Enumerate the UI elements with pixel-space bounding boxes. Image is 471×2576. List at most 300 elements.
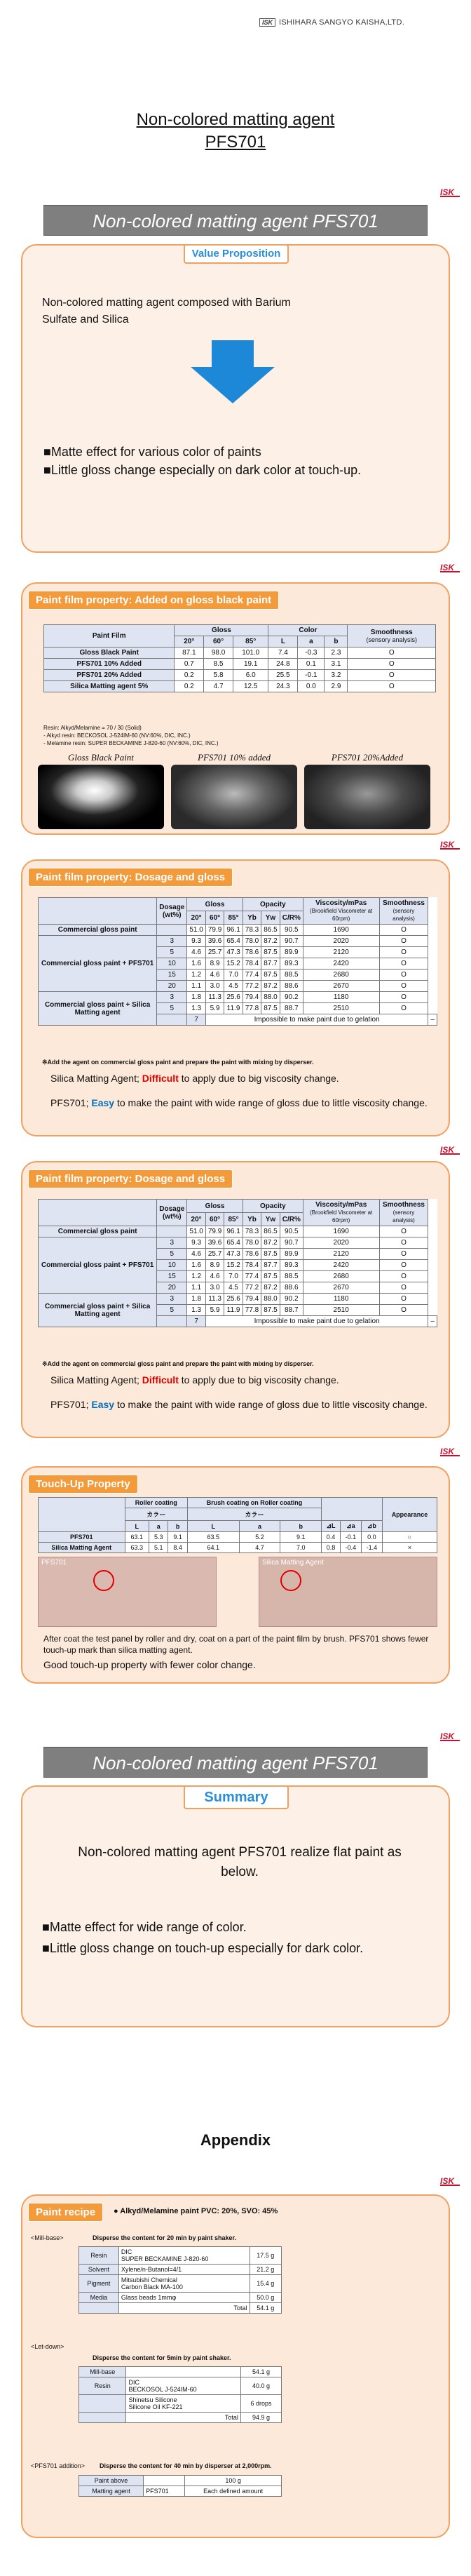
table-cell: 79.4 bbox=[243, 1294, 261, 1305]
summary-panel bbox=[21, 1785, 450, 2027]
col-cr: C/R% bbox=[280, 911, 303, 925]
col-L2: L bbox=[187, 1521, 239, 1532]
vp-bullet-2: ■Little gloss change especially on dark color at touch-up. bbox=[43, 463, 362, 477]
table-cell: 19.1 bbox=[233, 659, 268, 670]
table-cell: 65.4 bbox=[224, 936, 243, 947]
dosage-title-2: Paint film property: Dosage and gloss bbox=[28, 1169, 233, 1188]
table-cell: 2510 bbox=[303, 1305, 379, 1316]
table-cell: Mitsubishi Chemical Carbon Black MA-100 bbox=[118, 2275, 250, 2293]
col-da: ⊿a bbox=[340, 1521, 361, 1532]
add-note: Disperse the content for 40 min by disperser at 2,000rpm. bbox=[100, 2462, 272, 2469]
table-row bbox=[79, 2377, 282, 2395]
col-a: a bbox=[298, 636, 325, 648]
table-cell: 79.9 bbox=[205, 925, 224, 936]
table-row bbox=[39, 925, 437, 936]
col-gloss: Gloss bbox=[187, 1200, 243, 1213]
table-cell bbox=[157, 925, 187, 936]
table-cell: 7 bbox=[187, 1316, 205, 1327]
col-g20: 20° bbox=[187, 911, 205, 925]
table-cell: 78.0 bbox=[243, 936, 261, 947]
table-cell: 5 bbox=[157, 1249, 187, 1260]
summary-title: Summary bbox=[184, 1785, 289, 1809]
table-row bbox=[79, 2367, 282, 2377]
table-cell: 5.1 bbox=[149, 1543, 168, 1553]
col-cr: C/R% bbox=[280, 1213, 303, 1226]
table-cell: 1.2 bbox=[187, 970, 205, 981]
table-cell: 87.5 bbox=[261, 1305, 280, 1316]
table-row bbox=[79, 2486, 282, 2497]
row-label bbox=[79, 2303, 119, 2314]
table-cell: 5.2 bbox=[239, 1532, 280, 1543]
table-cell: 25.7 bbox=[205, 947, 224, 958]
table-cell: 9.3 bbox=[187, 1237, 205, 1249]
isk-mark: ISK bbox=[440, 838, 460, 850]
col-85: 85° bbox=[233, 636, 268, 648]
touchup-desc-2: Good touch-up property with fewer color change. bbox=[43, 1659, 256, 1670]
table-cell: 51.0 bbox=[187, 1226, 205, 1237]
table-cell: 78.4 bbox=[243, 1260, 261, 1271]
table-cell: 2420 bbox=[303, 1260, 379, 1271]
table-cell: 0.7 bbox=[175, 659, 204, 670]
table-cell: 3.1 bbox=[325, 659, 348, 670]
table-row bbox=[39, 1226, 437, 1237]
table-cell: 77.2 bbox=[243, 1282, 261, 1294]
table-cell: 3 bbox=[157, 1294, 187, 1305]
table-cell: O bbox=[379, 947, 428, 958]
col-yb: Yb bbox=[243, 1213, 261, 1226]
table-cell: 5.9 bbox=[205, 1305, 224, 1316]
col-dosage bbox=[157, 1200, 187, 1226]
col-b2: b bbox=[280, 1521, 322, 1532]
smooth-label: Smoothness bbox=[382, 899, 425, 907]
row-group-label: Commercial gloss paint bbox=[39, 925, 157, 936]
smooth-sub: (sensory analysis) bbox=[392, 908, 415, 922]
table-cell: 87.5 bbox=[261, 1003, 280, 1014]
photo-caption-1: Gloss Black Paint bbox=[68, 752, 134, 763]
table-cell: 7 bbox=[187, 1014, 205, 1026]
visc-sub: (Brookfield Viscometer at 60rpm) bbox=[310, 908, 373, 922]
table-cell: 79.9 bbox=[205, 1226, 224, 1237]
table-cell: 4.7 bbox=[204, 681, 233, 692]
bullet-icon: ■ bbox=[43, 445, 51, 459]
table-cell: 90.5 bbox=[280, 1226, 303, 1237]
table-row bbox=[79, 2275, 282, 2293]
table-cell: O bbox=[379, 1271, 428, 1282]
table-cell: 90.2 bbox=[280, 1294, 303, 1305]
table-cell: 4.6 bbox=[187, 1249, 205, 1260]
table-cell: 2680 bbox=[303, 970, 379, 981]
row-group-label: Commercial gloss paint + PFS701 bbox=[39, 1237, 157, 1294]
table-cell: 3 bbox=[157, 992, 187, 1003]
table-cell: 8.9 bbox=[205, 958, 224, 970]
col-smoothness: Smoothness (sensory analysis) bbox=[348, 625, 436, 648]
table-cell: 3.0 bbox=[205, 981, 224, 992]
table-cell: 2020 bbox=[303, 1237, 379, 1249]
table-cell: 24.3 bbox=[268, 681, 298, 692]
dosage-unit: (wt%) bbox=[162, 911, 182, 919]
table-cell: 47.3 bbox=[224, 1249, 243, 1260]
row-group-label: Commercial gloss paint + Silica Matting agent bbox=[39, 1294, 157, 1327]
col-paint-film: Paint Film bbox=[44, 625, 175, 648]
table-cell: 1180 bbox=[303, 1294, 379, 1305]
col-20: 20° bbox=[175, 636, 204, 648]
table-cell: 7.0 bbox=[280, 1543, 322, 1553]
table-row bbox=[44, 659, 436, 670]
visc-label: Viscosity/mPas bbox=[315, 1201, 367, 1209]
table-cell: Total bbox=[118, 2303, 250, 2314]
mill-label: <Mill-base> bbox=[31, 2234, 64, 2241]
company-header bbox=[259, 18, 463, 31]
table-cell bbox=[126, 2367, 240, 2377]
photo-caption-2: PFS701 10% added bbox=[198, 752, 271, 763]
table-row bbox=[44, 681, 436, 692]
dosage-foot-2: ※Add the agent on commercial gloss paint and prepare the paint with mixing by disperser. bbox=[42, 1360, 314, 1367]
table-cell: 8.4 bbox=[168, 1543, 187, 1553]
row-label: Silica Matting agent 5% bbox=[44, 681, 175, 692]
add-label: <PFS701 addition> bbox=[31, 2462, 86, 2469]
col-g20: 20° bbox=[187, 1213, 205, 1226]
col-yw: Yw bbox=[261, 911, 280, 925]
table-cell: 7.0 bbox=[224, 1271, 243, 1282]
table-cell: 0.0 bbox=[361, 1532, 382, 1543]
summary-bar: Non-colored matting agent PFS701 bbox=[43, 1747, 428, 1778]
col-dL: ⊿L bbox=[322, 1521, 341, 1532]
col-dosage bbox=[157, 898, 187, 925]
table-cell: 78.6 bbox=[243, 947, 261, 958]
col-b: b bbox=[325, 636, 348, 648]
col-a2: a bbox=[239, 1521, 280, 1532]
bullet-icon: ■ bbox=[42, 1941, 50, 1955]
table-cell: 3.0 bbox=[205, 1282, 224, 1294]
table-cell bbox=[157, 1226, 187, 1237]
table-cell: 2120 bbox=[303, 1249, 379, 1260]
table-cell: 63.3 bbox=[125, 1543, 149, 1553]
table-cell: Xylene/n-Butanol=4/1 bbox=[118, 2265, 250, 2275]
table-cell: 5 bbox=[157, 1305, 187, 1316]
table-cell: 12.5 bbox=[233, 681, 268, 692]
col-g85: 85° bbox=[224, 911, 243, 925]
col-blank bbox=[39, 1200, 157, 1226]
table-cell: O bbox=[379, 925, 428, 936]
table-cell: 77.8 bbox=[243, 1305, 261, 1316]
table-cell: O bbox=[379, 1237, 428, 1249]
table-row bbox=[79, 2413, 282, 2423]
recipe-subtitle: ● Alkyd/Melamine paint PVC: 20%, SVO: 45% bbox=[114, 2207, 278, 2215]
col-viscosity bbox=[303, 898, 379, 925]
pfs-note-1: PFS701; Easy to make the paint with wide range of gloss due to little viscosity change. bbox=[50, 1097, 428, 1108]
col-60: 60° bbox=[204, 636, 233, 648]
dosage-table-2 bbox=[38, 1199, 437, 1327]
row-label: PFS701 bbox=[39, 1532, 125, 1543]
table-cell: -0.4 bbox=[340, 1543, 361, 1553]
table-cell: 88.7 bbox=[280, 1003, 303, 1014]
table-cell: 0.2 bbox=[175, 670, 204, 681]
table-cell: DIC BECKOSOL J-524IM-60 bbox=[126, 2377, 240, 2395]
row-label bbox=[79, 2395, 126, 2413]
table-cell: 11.9 bbox=[224, 1003, 243, 1014]
appendix-title: Appendix bbox=[200, 2131, 271, 2149]
table-cell: 64.1 bbox=[187, 1543, 239, 1553]
table-cell: 11.9 bbox=[224, 1305, 243, 1316]
table-cell: 78.3 bbox=[243, 925, 261, 936]
col-color-jp: カラー bbox=[125, 1508, 187, 1521]
page-title-line1: Non-colored matting agent bbox=[136, 110, 335, 129]
table-cell: 9.1 bbox=[280, 1532, 322, 1543]
row-label: Solvent bbox=[79, 2265, 119, 2275]
col-viscosity bbox=[303, 1200, 379, 1226]
table-cell: 11.3 bbox=[205, 992, 224, 1003]
table-row bbox=[79, 2293, 282, 2303]
table-row bbox=[39, 1532, 437, 1543]
col-smoothness bbox=[379, 898, 428, 925]
table-cell: O bbox=[379, 936, 428, 947]
table-cell: 0.1 bbox=[298, 659, 325, 670]
col-yw: Yw bbox=[261, 1213, 280, 1226]
vp-title: Value Proposition bbox=[184, 244, 289, 264]
dosage-label: Dosage bbox=[159, 903, 185, 911]
table-cell: 87.7 bbox=[261, 958, 280, 970]
table-cell: 25.7 bbox=[205, 1249, 224, 1260]
table-cell: 24.8 bbox=[268, 659, 298, 670]
row-label: Resin bbox=[79, 2377, 126, 2395]
table-cell: 10 bbox=[157, 958, 187, 970]
let-label: <Let-down> bbox=[31, 2343, 64, 2350]
table-cell: 88.6 bbox=[280, 981, 303, 992]
col-color-jp-2: カラー bbox=[187, 1508, 321, 1521]
col-brush: Brush coating on Roller coating bbox=[187, 1498, 321, 1508]
page-title bbox=[0, 109, 471, 154]
table-row bbox=[44, 648, 436, 659]
touchup-photo-silica: Silica Matting Agent bbox=[259, 1557, 437, 1627]
table-cell: 15 bbox=[157, 1271, 187, 1282]
touchup-desc-1: After coat the test panel by roller and dry, coat on a part of the paint film by brush. PFS701 shows fewer touch-up mark than silica matting agent. bbox=[43, 1634, 429, 1655]
table-cell: 0.2 bbox=[175, 681, 204, 692]
table-cell: 88.7 bbox=[280, 1305, 303, 1316]
table-cell: 87.2 bbox=[261, 936, 280, 947]
table-cell: 87.2 bbox=[261, 1282, 280, 1294]
isk-mark: ISK bbox=[440, 2175, 460, 2186]
table-cell: 87.5 bbox=[261, 947, 280, 958]
table-cell: 78.3 bbox=[243, 1226, 261, 1237]
table-cell: 2.9 bbox=[325, 681, 348, 692]
value-proposition-panel bbox=[21, 244, 450, 553]
table-cell: 89.9 bbox=[280, 1249, 303, 1260]
summary-bullet-2: ■Little gloss change on touch-up especially for dark color. bbox=[42, 1941, 364, 1955]
table-cell: 77.8 bbox=[243, 1003, 261, 1014]
table-cell: 1.1 bbox=[187, 981, 205, 992]
row-group-label: Commercial gloss paint bbox=[39, 1226, 157, 1237]
table-cell: 63.1 bbox=[125, 1532, 149, 1543]
mill-note: Disperse the content for 20 min by paint shaker. bbox=[93, 2234, 237, 2241]
table-cell: 9.1 bbox=[168, 1532, 187, 1543]
photo-gloss-black bbox=[38, 765, 164, 829]
table-cell: 20 bbox=[157, 1282, 187, 1294]
table-cell: – bbox=[428, 1316, 437, 1327]
table-cell: 0.8 bbox=[322, 1543, 341, 1553]
table-cell: 87.5 bbox=[261, 970, 280, 981]
table-cell: 1.1 bbox=[187, 1282, 205, 1294]
table-cell: 17.5 g bbox=[250, 2247, 281, 2265]
table-cell: -1.4 bbox=[361, 1543, 382, 1553]
table-cell: O bbox=[379, 1260, 428, 1271]
table-cell: 87.2 bbox=[261, 1237, 280, 1249]
row-label: PFS701 20% Added bbox=[44, 670, 175, 681]
table-cell: O bbox=[348, 659, 436, 670]
table-cell: 7.0 bbox=[224, 970, 243, 981]
table-cell: PFS701 bbox=[144, 2486, 185, 2497]
col-g60: 60° bbox=[205, 911, 224, 925]
table-cell: 1180 bbox=[303, 992, 379, 1003]
table-cell: -0.3 bbox=[298, 648, 325, 659]
table-cell: 94.9 g bbox=[240, 2413, 281, 2423]
table-cell: 0.0 bbox=[298, 681, 325, 692]
table-cell: 5.9 bbox=[205, 1003, 224, 1014]
table-cell: 87.5 bbox=[261, 1271, 280, 1282]
table-cell: 87.1 bbox=[175, 648, 204, 659]
dosage-label: Dosage bbox=[159, 1205, 185, 1213]
company-logo: ISK bbox=[259, 18, 275, 27]
table-cell: 88.0 bbox=[261, 1294, 280, 1305]
table-cell: 15.4 g bbox=[250, 2275, 281, 2293]
table-cell: 77.4 bbox=[243, 970, 261, 981]
col-smoothness bbox=[379, 1200, 428, 1226]
row-label: Media bbox=[79, 2293, 119, 2303]
table-cell: 79.4 bbox=[243, 992, 261, 1003]
table-cell: O bbox=[379, 958, 428, 970]
table-cell: 6 drops bbox=[240, 2395, 281, 2413]
table-cell: 54.1 g bbox=[250, 2303, 281, 2314]
table-cell: O bbox=[379, 981, 428, 992]
table-cell: 47.3 bbox=[224, 947, 243, 958]
table-cell: 4.6 bbox=[205, 970, 224, 981]
smooth-label: Smoothness bbox=[382, 1201, 425, 1209]
silica-note-1: Silica Matting Agent; Difficult to apply due to big viscosity change. bbox=[50, 1073, 339, 1084]
company-name: ISHIHARA SANGYO KAISHA,LTD. bbox=[279, 18, 405, 27]
table-cell: 4.7 bbox=[239, 1543, 280, 1553]
col-gloss: Gloss bbox=[187, 898, 243, 911]
isk-mark: ISK bbox=[440, 1730, 460, 1741]
photo-pfs701-20 bbox=[304, 765, 430, 829]
row-label bbox=[79, 2413, 126, 2423]
table-cell: 2510 bbox=[303, 1003, 379, 1014]
touchup-panel bbox=[21, 1466, 450, 1684]
down-arrow-icon bbox=[191, 340, 275, 403]
table-cell: 89.3 bbox=[280, 958, 303, 970]
table-cell: 5 bbox=[157, 947, 187, 958]
table-cell: 87.7 bbox=[261, 1260, 280, 1271]
isk-mark: ISK bbox=[440, 1143, 460, 1155]
dosage-table-1 bbox=[38, 897, 437, 1026]
row-label: Silica Matting Agent bbox=[39, 1543, 125, 1553]
table-cell: 63.5 bbox=[187, 1532, 239, 1543]
visc-sub: (Brookfield Viscometer at 60rpm) bbox=[310, 1209, 373, 1223]
let-table bbox=[78, 2366, 282, 2423]
table-cell: 2020 bbox=[303, 936, 379, 947]
bullet-icon: ■ bbox=[43, 463, 51, 477]
col-db: ⊿b bbox=[361, 1521, 382, 1532]
table-cell: 3 bbox=[157, 936, 187, 947]
table-cell: 2680 bbox=[303, 1271, 379, 1282]
table-cell: O bbox=[379, 1282, 428, 1294]
table-cell: 1.3 bbox=[187, 1305, 205, 1316]
table-row bbox=[79, 2395, 282, 2413]
header-row bbox=[39, 898, 437, 911]
col-roller: Roller coating bbox=[125, 1498, 187, 1508]
isk-mark: ISK bbox=[440, 1445, 460, 1456]
row-label: Resin bbox=[79, 2247, 119, 2265]
table-cell: 21.2 g bbox=[250, 2265, 281, 2275]
dosage-foot-1: ※Add the agent on commercial gloss paint and prepare the paint with mixing by disperser. bbox=[42, 1059, 314, 1066]
col-g85: 85° bbox=[224, 1213, 243, 1226]
table-cell: 15.2 bbox=[224, 958, 243, 970]
table-cell: 1690 bbox=[303, 925, 379, 936]
table-cell: 15.2 bbox=[224, 1260, 243, 1271]
table-cell: 1690 bbox=[303, 1226, 379, 1237]
table-cell: DIC SUPER BECKAMINE J-820-60 bbox=[118, 2247, 250, 2265]
table-cell: Total bbox=[126, 2413, 240, 2423]
table-cell: 90.2 bbox=[280, 992, 303, 1003]
vp-text: Non-colored matting agent composed with Barium Sulfate and Silica bbox=[42, 297, 291, 326]
table-cell: 1.2 bbox=[187, 1271, 205, 1282]
gloss-black-foot: Resin: Alkyd/Melamine = 70 / 30 (Solid) - Alkyd resin: BECKOSOL J-524IM-60 (NV:60%, DIC, INC.) - Melamine resin: SUPER BECKAMINE J-820-60 (NV:60%, DIC, INC.) bbox=[43, 725, 219, 746]
table-cell: Impossible to make paint due to gelation bbox=[205, 1014, 428, 1026]
table-cell: 0.4 bbox=[322, 1532, 341, 1543]
table-row bbox=[39, 936, 437, 947]
isk-mark: ISK bbox=[440, 186, 460, 197]
col-opacity: Opacity bbox=[243, 898, 303, 911]
table-cell: 9.3 bbox=[187, 936, 205, 947]
row-label: Gloss Black Paint bbox=[44, 648, 175, 659]
dosage-panel-1 bbox=[21, 859, 450, 1136]
let-note: Disperse the content for 5min by paint shaker. bbox=[93, 2354, 231, 2361]
table-cell: 10 bbox=[157, 1260, 187, 1271]
row-group-label: Commercial gloss paint + PFS701 bbox=[39, 936, 157, 992]
col-L: L bbox=[268, 636, 298, 648]
row-label: PFS701 10% Added bbox=[44, 659, 175, 670]
photo-caption-3: PFS701 20%Added bbox=[331, 752, 404, 763]
mill-table bbox=[78, 2246, 282, 2314]
table-cell: 1.6 bbox=[187, 958, 205, 970]
col-blank bbox=[39, 898, 157, 925]
col-L: L bbox=[125, 1521, 149, 1532]
table-cell: 96.1 bbox=[224, 1226, 243, 1237]
table-cell: 11.3 bbox=[205, 1294, 224, 1305]
table-cell: 88.0 bbox=[261, 992, 280, 1003]
col-b: b bbox=[168, 1521, 187, 1532]
table-cell: 101.0 bbox=[233, 648, 268, 659]
table-cell: 87.2 bbox=[261, 981, 280, 992]
table-cell: 5.8 bbox=[204, 670, 233, 681]
table-cell: 25.5 bbox=[268, 670, 298, 681]
table-cell: 78.6 bbox=[243, 1249, 261, 1260]
dosage-unit: (wt%) bbox=[162, 1212, 182, 1221]
table-cell bbox=[144, 2476, 185, 2486]
silica-note-2: Silica Matting Agent; Difficult to apply due to big viscosity change. bbox=[50, 1374, 339, 1386]
page-title-line2: PFS701 bbox=[205, 133, 266, 152]
table-cell: × bbox=[382, 1543, 437, 1553]
section-bar: Non-colored matting agent PFS701 bbox=[43, 205, 428, 236]
vp-bullet-1: ■Matte effect for various color of paints bbox=[43, 445, 261, 459]
row-group-label: Commercial gloss paint + Silica Matting agent bbox=[39, 992, 157, 1026]
table-row bbox=[79, 2476, 282, 2486]
table-cell: 90.7 bbox=[280, 936, 303, 947]
table-cell: O bbox=[379, 1226, 428, 1237]
col-color: Color bbox=[268, 625, 348, 636]
table-cell: 1.8 bbox=[187, 992, 205, 1003]
table-cell: 5.3 bbox=[149, 1532, 168, 1543]
table-cell: 4.6 bbox=[205, 1271, 224, 1282]
table-cell: O bbox=[379, 1003, 428, 1014]
